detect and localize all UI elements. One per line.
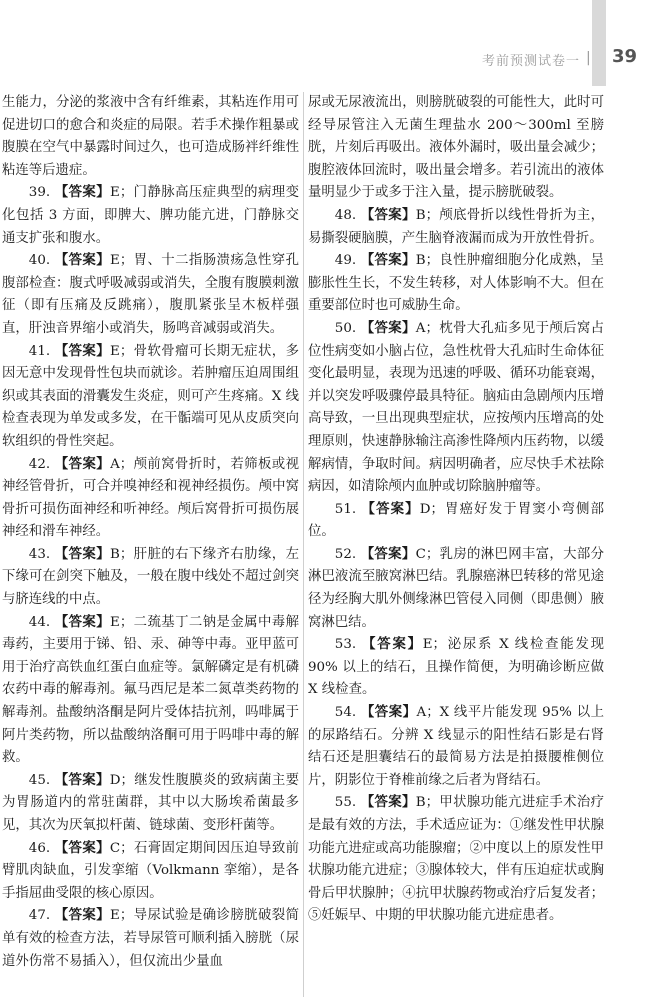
explanation-text: E；骨软骨瘤可长期无症状，多因无意中发现骨性包块而就诊。若肿瘤压迫周围组织或其表面的滑囊发生炎症，则可产生疼痛。X 线检查表现为单发或多发，在干骺端可见从皮质突向软组织的骨性突起。 bbox=[2, 343, 299, 449]
answer-paragraph bbox=[308, 499, 604, 544]
answer-label: 【答案】 bbox=[360, 207, 416, 223]
explanation-text: A；X 线平片能发现 95% 以上的尿路结石。分辨 X 线显示的阳性结石影是右肾结石还是胆囊结石的最简易方法是拍摄腰椎侧位片，阴影位于脊椎前缘之后者为肾结石。 bbox=[308, 705, 604, 788]
answer-paragraph bbox=[2, 341, 299, 454]
answer-label: 【答案】 bbox=[54, 253, 111, 269]
answer-paragraph bbox=[2, 454, 299, 544]
explanation-text: A；枕骨大孔疝多见于颅后窝占位性病变如小脑占位，急性枕骨大孔疝时生命体征变化最明显，表现为迅速的呼吸、循环功能衰竭，并以突发呼吸骤停最具特征。脑疝由急剧颅内压增高导致，一旦出现典型症状，应按颅内压增高的处理原则，快速静脉输注高渗性降颅内压药物，以缓解病情，争取时间。病因明确者，应尽快手术祛除病因，如清除颅内血肿或切除脑肿瘤等。 bbox=[308, 320, 605, 495]
answer-paragraph bbox=[2, 770, 299, 838]
question-number: 44. bbox=[28, 614, 51, 630]
explanation-text: B；良性肿瘤细胞分化成熟，呈膨胀性生长，不发生转移，对人体影响不大。但在重要部位时也可威胁生命。 bbox=[308, 253, 604, 314]
answer-label: 【答案】 bbox=[54, 840, 110, 856]
explanation-text: C；乳房的淋巴网丰富，大部分淋巴液流至腋窝淋巴结。乳腺癌淋巴转移的常见途径为经胸大肌外侧缘淋巴管侵入同侧（即患侧）腋窝淋巴结。 bbox=[308, 546, 605, 630]
question-number: 41. bbox=[28, 343, 51, 359]
question-number: 45. bbox=[28, 772, 51, 788]
question-number: 47. bbox=[28, 908, 51, 924]
question-number: 43. bbox=[28, 546, 51, 562]
explanation-text: E；胃、十二指肠溃疡急性穿孔腹部检查：腹式呼吸减弱或消失，全腹有腹膜刺激征（即有压痛及反跳痛），腹肌紧张呈木板样强直，肝浊音界缩小或消失，肠鸣音减弱或消失。 bbox=[2, 253, 299, 336]
answer-label: 【答案】 bbox=[360, 795, 416, 811]
answer-paragraph bbox=[2, 182, 299, 250]
question-number: 50. bbox=[334, 320, 357, 336]
answer-label: 【答案】 bbox=[54, 343, 111, 359]
answer-paragraph bbox=[308, 544, 604, 634]
exam-title: 考前预测试卷一 bbox=[481, 54, 580, 69]
answer-paragraph bbox=[2, 838, 299, 906]
question-number: 49. bbox=[334, 253, 357, 269]
explanation-text: E；门静脉高压症典型的病理变化包括 3 方面，即脾大、脾功能亢进，门静脉交通支扩张和腹水。 bbox=[2, 185, 299, 246]
explanation-text: B；颅底骨折以线性骨折为主，易撕裂硬脑膜，产生脑脊液漏而成为开放性骨折。 bbox=[308, 207, 604, 246]
answer-label: 【答案】 bbox=[360, 253, 416, 269]
answer-label: 【答案】 bbox=[54, 614, 111, 630]
answer-paragraph bbox=[2, 612, 299, 770]
explanation-text: A；颅前窝骨折时，若筛板或视神经管骨折，可合并嗅神经和视神经损伤。颅中窝骨折可损伤面神经和听神经。颅后窝骨折可损伤展神经和滑车神经。 bbox=[2, 456, 300, 540]
question-number: 39. bbox=[28, 185, 51, 201]
answer-label: 【答案】 bbox=[360, 546, 416, 562]
column-divider bbox=[303, 92, 304, 997]
explanation-text: E；泌尿系 X 线检查能发现 90% 以上的结石，且操作简便，为明确诊断应做 X 线检查。 bbox=[308, 637, 604, 698]
explanation-text: B；肝脏的右下缘齐右肋缘，左下缘可在剑突下触及，一般在腹中线处不超过剑突与脐连线的中点。 bbox=[2, 546, 300, 608]
answer-label: 【答案】 bbox=[54, 185, 111, 201]
question-number: 48. bbox=[334, 207, 357, 223]
right-column bbox=[308, 92, 604, 928]
answer-label: 【答案】 bbox=[360, 320, 416, 336]
left-column bbox=[2, 92, 299, 973]
explanation-text: D；胃癌好发于胃窦小弯侧部位。 bbox=[308, 501, 604, 540]
explanation-text: 尿或无尿液流出，则膀胱破裂的可能性大，此时可经导尿管注入无菌生理盐水 200～300ml 至膀胱，片刻后再吸出。液体外漏时，吸出量会减少；腹腔液体回流时，吸出量会增多。若引流出的液体量明显少于或多于注入量，提示膀胱破裂。 bbox=[308, 95, 604, 201]
continued-paragraph bbox=[2, 92, 299, 182]
question-number: 42. bbox=[28, 456, 51, 472]
explanation-text: E；二巯基丁二钠是金属中毒解毒药，主要用于锑、铅、汞、砷等中毒。亚甲蓝可用于治疗高铁血红蛋白血症等。氯解磷定是有机磷农药中毒的解毒剂。氟马西尼是苯二氮䓬类药物的解毒剂。盐酸纳洛酮是阿片受体拮抗剂，吗啡属于阿片类药物，所以盐酸纳洛酮可用于吗啡中毒的解救。 bbox=[2, 614, 299, 766]
question-number: 53. bbox=[334, 637, 357, 653]
answer-paragraph bbox=[308, 792, 604, 928]
question-number: 40. bbox=[28, 253, 51, 269]
question-number: 46. bbox=[28, 840, 51, 856]
answer-label: 【答案】 bbox=[54, 908, 111, 924]
question-number: 51. bbox=[334, 501, 357, 517]
explanation-text: 生能力，分泌的浆液中含有纤维素，其粘连作用可促进切口的愈合和炎症的局限。若手术操作粗暴或腹膜在空气中暴露时间过久，也可造成肠袢纤维性粘连等后遗症。 bbox=[2, 95, 299, 178]
question-number: 55. bbox=[334, 795, 357, 811]
explanation-text: B；甲状腺功能亢进症手术治疗是最有效的方法，手术适应证为：①继发性甲状腺功能亢进症或高功能腺瘤；②中度以上的原发性甲状腺功能亢进症；③腺体较大，伴有压迫症状或胸骨后甲状腺肿；④抗甲状腺药物或治疗后复发者；⑤妊娠早、中期的甲状腺功能亢进症患者。 bbox=[308, 795, 604, 924]
answer-label: 【答案】 bbox=[360, 705, 417, 721]
answer-paragraph bbox=[2, 544, 299, 612]
answer-paragraph bbox=[2, 250, 299, 340]
answer-paragraph bbox=[308, 634, 604, 702]
question-number: 54. bbox=[334, 705, 357, 721]
answer-paragraph bbox=[308, 205, 604, 250]
answer-paragraph bbox=[308, 250, 604, 318]
explanation-text: D；继发性腹膜炎的致病菌主要为胃肠道内的常驻菌群，其中以大肠埃希菌最多见，其次为厌氧拟杆菌、链球菌、变形杆菌等。 bbox=[2, 772, 299, 833]
answer-label: 【答案】 bbox=[361, 501, 420, 517]
explanation-text: C；石膏固定期间因压迫导致前臂肌肉缺血，引发挛缩（Volkmann 挛缩），是各手指屈曲受限的核心原因。 bbox=[2, 840, 299, 901]
page-number: 39 bbox=[612, 46, 638, 67]
explanation-text: E；导尿试验是确诊膀胱破裂简单有效的检查方法，若导尿管可顺利插入膀胱（尿道外伤常不易插入），但仅流出少量血 bbox=[2, 908, 299, 969]
answer-label: 【答案】 bbox=[54, 456, 111, 472]
answer-paragraph bbox=[308, 702, 604, 792]
question-number: 52. bbox=[334, 546, 357, 562]
page-header bbox=[0, 0, 650, 88]
answer-label: 【答案】 bbox=[362, 637, 423, 653]
answer-label: 【答案】 bbox=[54, 772, 110, 788]
header-tab-bar bbox=[592, 0, 606, 86]
answer-label: 【答案】 bbox=[54, 546, 111, 562]
answer-paragraph bbox=[2, 905, 299, 973]
continued-paragraph bbox=[308, 92, 604, 205]
header-separator: | bbox=[586, 50, 591, 66]
answer-paragraph bbox=[308, 318, 604, 499]
